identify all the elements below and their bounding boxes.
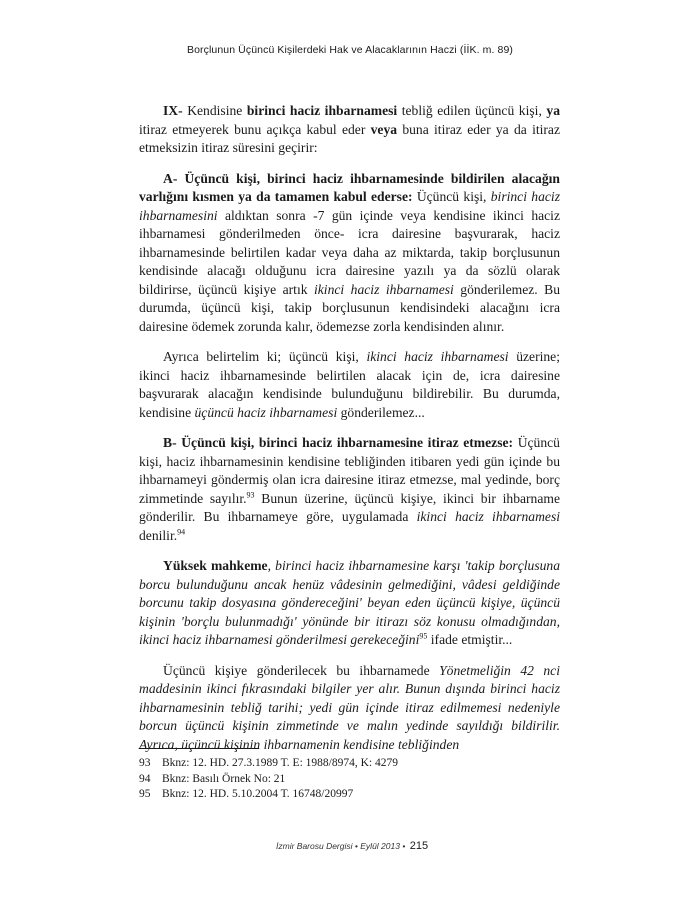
footnote-number: 93 — [139, 757, 151, 769]
text-run: Üçüncü kişi, haciz ihbarnamesinin kendisine tebliğinden itibaren yedi gün içinde bu ihbarnameyi göndermiş olan icra dairesine itiraz etmezse, mal yedinde, borç zimmetinde sayılır. — [139, 435, 560, 506]
section-number: IX- — [163, 103, 183, 118]
text-run: Kendisine — [182, 103, 247, 118]
footer-separator: • — [402, 841, 406, 851]
paragraph-ayrica — [139, 348, 560, 422]
subsection-heading-a: A- Üçüncü kişi, birinci haciz ihbarnamesinde bildirilen alacağın varlığını kısmen ya da tamamen kabul ederse: — [139, 170, 560, 204]
text-run: tebliğ edilen üçüncü kişi, — [397, 103, 547, 118]
paragraph-ix — [139, 102, 560, 158]
footnote-text: Bknz: Basılı Örnek No: 21 — [162, 772, 286, 785]
text-run: , — [267, 558, 276, 573]
italic-term: ikinci haciz ihbarnamesi — [366, 349, 509, 364]
quoted-ruling: birinci haciz ihbarnamesine karşı 'takip borçlusuna borcu bulunduğunu ancak henüz vâdesinin gelmediğini, vâdesi geldiğinde borcunu takip dosyasına göndereceğini' beyan eden üçüncü kişiye, üçüncü kişinin 'borçlu bulunmadığı' yönünde bir itirazı söz konusu olmadığından, ikinci haciz ihbarnamesi gönderilmesi gerekeceğini — [139, 558, 561, 647]
footnote-number: 95 — [139, 788, 151, 800]
text-run: denilir. — [139, 527, 178, 543]
text-run: aldıktan sonra -7 gün içinde veya kendisine ikinci haciz ihbarnamesi gönderilmeden önce- icra dairesine başvurarak, haciz ihbarnamesinde belirtilen kadar veya daha az miktarda, takip borçlusunun kendisinde alacağı olduğunu icra dairesine yazılı ya da sözlü olarak bildirirse, üçüncü kişiye artık — [139, 207, 560, 297]
bold-term: veya — [370, 121, 398, 137]
italic-term: üçüncü haciz ihbarnamesi — [194, 404, 338, 420]
running-footer — [276, 840, 428, 852]
paragraph-a — [139, 170, 560, 337]
text-run: Üçüncü kişiye gönderilecek bu ihbarnamede — [163, 662, 440, 678]
footnote-item — [139, 787, 560, 803]
text-run: Ayrıca belirtelim ki; üçüncü kişi, — [163, 349, 367, 364]
text-run: gönderilemez... — [337, 404, 425, 420]
text-run: ifade etmiştir... — [427, 632, 513, 647]
text-run: Üçüncü kişi, — [412, 189, 491, 204]
paragraph-b — [139, 434, 560, 545]
italic-term: ikinci haciz ihbarnamesi — [416, 509, 561, 524]
text-run: itiraz etmeyerek bunu açıkça kabul eder — [139, 121, 371, 137]
paragraph-ucuncu-kisiye — [139, 662, 560, 755]
text-run: gönderilemez. Bu durumda, üçüncü kişi, takip borçlusunun kendisindeki alacağını icra dairesine ödemek zorunda kalır, ödemezse zorla kendisinden alınır. — [139, 281, 560, 334]
footer-separator: • — [354, 841, 358, 851]
footnote-number: 94 — [139, 772, 151, 785]
journal-name: İzmir Barosu Dergisi — [276, 841, 353, 851]
bold-term: birinci haciz ihbarnamesi — [246, 103, 398, 118]
text-run: buna itiraz eder ya da itiraz etmeksizin itiraz süresini geçirir: — [139, 121, 560, 155]
subsection-heading-b: B- Üçüncü kişi, birinci haciz ihbarnamesine itiraz etmezse: — [163, 435, 514, 450]
italic-term: birinci haciz ihbarnamesini — [139, 189, 560, 223]
running-header: Borçlunun Üçüncü Kişilerdeki Hak ve Alacaklarının Haczi (İİK. m. 89) — [186, 44, 513, 56]
footnote-item — [139, 756, 560, 772]
paragraph-yuksek-mahkeme — [139, 557, 560, 650]
text-run: Bunun üzerine, üçüncü kişiye, ikinci bir ihbarname gönderilir. Bu ihbarnameye göre, uygulamada — [139, 490, 560, 524]
page-number: 215 — [409, 840, 429, 852]
footnote-ref-94[interactable]: 94 — [177, 526, 186, 536]
footnote-ref-93[interactable]: 93 — [246, 489, 255, 499]
bold-term: ya — [546, 103, 560, 118]
footnote-separator — [139, 748, 259, 749]
footnotes — [139, 756, 560, 803]
footnote-text: Bknz: 12. HD. 27.3.1989 T. E: 1988/8974, K: 4279 — [162, 757, 398, 769]
text-run: üzerine; ikinci haciz ihbarnamesinde belirtilen alacak için de, icra dairesine başvurarak alacağın kendisinde bulunduğunu bildirebilir. Bu durumda, kendisine — [139, 349, 560, 420]
footnote-text: Bknz: 12. HD. 5.10.2004 T. 16748/20997 — [162, 788, 354, 800]
footnote-item — [139, 772, 560, 788]
italic-term: ikinci haciz ihbarnamesi — [314, 281, 454, 297]
italic-passage: Yönetmeliğin 42 nci maddesinin ikinci fıkrasındaki bilgiler yer alır. Bunun dışında birinci haciz ihbarnamesinin tebliğ tarihi; yedi gün içinde itiraz edilmemesi nedeniyle borcun üçüncü kişinin zimmetinde ve malın yedinde sayıldığı bildirilir. Ayrıca, üçüncü kişinin ihbarnamenin kendisine tebliğinden — [139, 662, 560, 752]
body-text — [139, 102, 560, 765]
bold-term: Yüksek mahkeme — [163, 558, 268, 573]
footnote-ref-95[interactable]: 95 — [419, 631, 428, 641]
issue-date: Eylül 2013 — [360, 841, 400, 851]
